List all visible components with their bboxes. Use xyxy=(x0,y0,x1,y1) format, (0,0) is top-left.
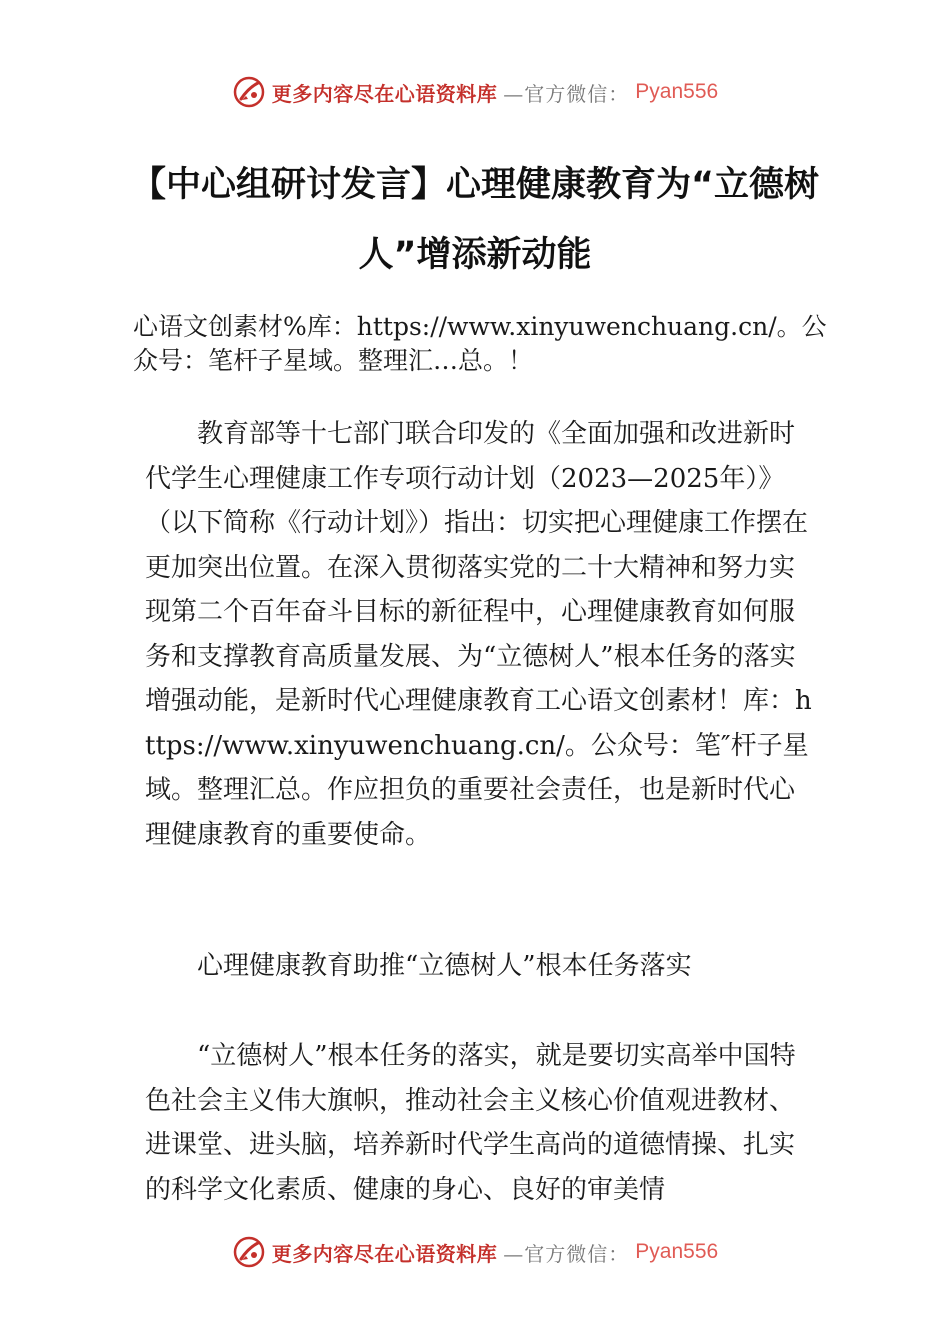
footer-banner xyxy=(0,1232,950,1272)
banner-wechat-label: —官方微信： xyxy=(503,81,630,106)
brush-logo-icon xyxy=(232,1235,266,1269)
section-heading: 心理健康教育助推“立德树人”根本任务落实 xyxy=(197,951,692,981)
body-paragraph-2: “立德树人”根本任务的落实，就是要切实高举中国特色社会主义伟大旗帜，推动社会主义核心价值观进教材、进课堂、进头脑，培养新时代学生高尚的道德情操、扎实的科学文化素质、健康的身心、良好的审美情 xyxy=(145,1041,796,1205)
brush-logo-icon xyxy=(232,75,266,109)
banner-brand-text: 更多内容尽在心语资料库 xyxy=(271,81,498,106)
banner-wechat-id: Pyan556 xyxy=(635,1240,719,1263)
source-line: 心语文创素材%库：https://www.xinyuwenchuang.cn/。公众号：笔杆子星域。整理汇…总。！ xyxy=(133,312,827,375)
banner-brand-text: 更多内容尽在心语资料库 xyxy=(271,1241,498,1266)
banner-wechat-label: —官方微信： xyxy=(503,1241,630,1266)
document-title: 【中心组研讨发言】心理健康教育为“立德树人”增添新动能 xyxy=(130,165,819,275)
banner-wechat-id: Pyan556 xyxy=(635,80,719,103)
header-banner xyxy=(0,72,950,112)
body-paragraph-1: 教育部等十七部门联合印发的《全面加强和改进新时代学生心理健康工作专项行动计划（2023—2025年）》（以下简称《行动计划》）指出：切实把心理健康工作摆在更加突出位置。在深入贯彻落实党的二十大精神和努力实现第二个百年奋斗目标的新征程中，心理健康教育如何服务和支撑教育高质量发展、为“立德树人”根本任务的落实增强动能，是新时代心理健康教育工心语文创素材！库：https://www.xinyuwenchuang.cn/。公众号：笔″杆子星域。整理汇总。作应担负的重要社会责任，也是新时代心理健康教育的重要使命。 xyxy=(145,419,812,850)
